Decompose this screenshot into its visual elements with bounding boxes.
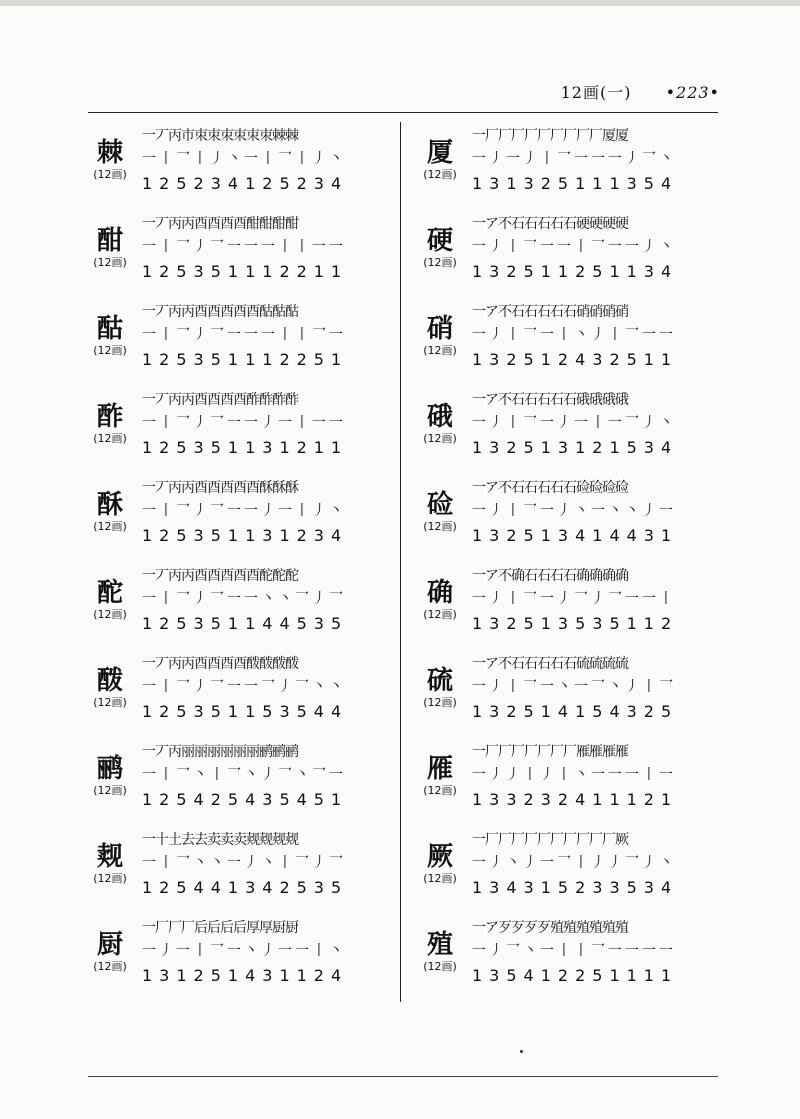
stroke-codes: 125351131234 [142, 526, 349, 545]
footer-rule [88, 1076, 718, 1077]
character-entry [82, 826, 392, 914]
stroke-count-tag: (12画) [93, 168, 127, 181]
stroke-count-tag: (12画) [423, 608, 457, 621]
stroke-codes: 132514154325 [472, 702, 679, 721]
stroke-count-tag: (12画) [93, 784, 127, 797]
stroke-codes: 131325111354 [472, 174, 679, 193]
stroke-shapes: 一丨乛丿乛一一乛丿乛丶丶 [142, 679, 346, 695]
stroke-count-tag: (12画) [423, 520, 457, 533]
stroke-build-sequence: 一ア不石石石石石硫硫硫硫 [472, 656, 628, 672]
print-speck [520, 1050, 523, 1053]
stroke-codes: 135412251111 [472, 966, 679, 985]
character-entry [412, 298, 722, 386]
character-entry [412, 562, 722, 650]
stroke-build-sequence: 一ア歹歹歹歹殖殖殖殖殖殖 [472, 920, 628, 936]
stroke-build-sequence: 一丆丙丙酉酉酉酉酦酦酦酦 [142, 656, 298, 672]
stroke-shapes: 一丿丨乛一丶一乛丶丿丨乛 [472, 679, 676, 695]
stroke-count-tag: (12画) [93, 256, 127, 269]
stroke-shapes: 一丨乛丿乛一一丿一丨一一 [142, 415, 346, 431]
stroke-count-tag: (12画) [93, 344, 127, 357]
character-entry [82, 122, 392, 210]
stroke-codes: 133232411121 [472, 790, 679, 809]
headword: 硬 [426, 226, 453, 256]
stroke-codes: 125441342535 [142, 878, 349, 897]
character-entry [412, 210, 722, 298]
headword: 酣 [96, 226, 123, 256]
scan-edge [0, 0, 800, 6]
stroke-build-sequence: 一丆丙丙酉酉酉酉酉酤酤酤 [142, 304, 298, 320]
stroke-shapes: 一丿丶丿一乛丨丿丿乛丿丶 [472, 855, 676, 871]
headword: 硫 [426, 666, 453, 696]
header-rule [88, 112, 718, 113]
stroke-codes: 125425435451 [142, 790, 349, 809]
section-title: 12画(一) [560, 83, 632, 102]
stroke-build-sequence: 一厂厂厂厂厂厂厂厂厂厂厥 [472, 832, 628, 848]
stroke-codes: 132511251134 [472, 262, 679, 281]
stroke-count-tag: (12画) [423, 256, 457, 269]
stroke-build-sequence: 一厂厂厂后后后后厚厚厨厨 [142, 920, 298, 936]
stroke-codes: 132512432511 [472, 350, 679, 369]
page-number: •223• [665, 83, 720, 102]
stroke-codes: 125234125234 [142, 174, 349, 193]
stroke-shapes: 一丨乛丶丨乛丶丿乛丶乛一 [142, 767, 346, 783]
stroke-codes: 132513414431 [472, 526, 679, 545]
headword: 酥 [96, 490, 123, 520]
stroke-codes: 125351144535 [142, 614, 349, 633]
character-entry [82, 562, 392, 650]
stroke-shapes: 一丿丨乛一一丨乛一一丿丶 [472, 239, 676, 255]
character-entry [82, 210, 392, 298]
headword: 酤 [96, 314, 123, 344]
stroke-shapes: 一丿丨乛一丿丶一丶丶丿一 [472, 503, 676, 519]
headword: 酢 [96, 402, 123, 432]
headword: 鹂 [96, 754, 123, 784]
stroke-shapes: 一丿丨乛一丿一丨一乛丿丶 [472, 415, 676, 431]
headword: 厨 [96, 930, 123, 960]
character-entry [412, 826, 722, 914]
stroke-codes: 131251431124 [142, 966, 349, 985]
character-entry [82, 650, 392, 738]
stroke-shapes: 一丨乛丨丿丶一丨乛丨丿丶 [142, 151, 346, 167]
headword: 厥 [426, 842, 453, 872]
character-entry [82, 914, 392, 1002]
stroke-codes: 132513535112 [472, 614, 679, 633]
stroke-count-tag: (12画) [423, 960, 457, 973]
stroke-build-sequence: 一丆丙丙酉酉酉酉酉酡酡酡 [142, 568, 298, 584]
stroke-count-tag: (12画) [423, 872, 457, 885]
stroke-count-tag: (12画) [93, 696, 127, 709]
stroke-count-tag: (12画) [423, 784, 457, 797]
stroke-count-tag: (12画) [93, 432, 127, 445]
character-entry [412, 386, 722, 474]
stroke-count-tag: (12画) [93, 520, 127, 533]
character-entry [82, 386, 392, 474]
stroke-build-sequence: 一丆丙丙酉酉酉酉酉酥酥酥 [142, 480, 298, 496]
headword: 硪 [426, 402, 453, 432]
character-entry [412, 122, 722, 210]
stroke-shapes: 一丨乛丿乛一一丶丶乛丿乛 [142, 591, 346, 607]
stroke-shapes: 一丨乛丿乛一一丿一丨丿丶 [142, 503, 346, 519]
stroke-count-tag: (12画) [93, 960, 127, 973]
character-entry [412, 738, 722, 826]
stroke-build-sequence: 一丆丙丽丽丽丽丽丽鹂鹂鹂 [142, 744, 298, 760]
headword: 觌 [96, 842, 123, 872]
character-entry [82, 298, 392, 386]
stroke-shapes: 一丿丨乛一丨丶丿丨乛一一 [472, 327, 676, 343]
stroke-build-sequence: 一十土去去卖卖卖觌觌觌觌 [142, 832, 298, 848]
stroke-count-tag: (12画) [423, 696, 457, 709]
stroke-build-sequence: 一丆丙市朿朿朿朿朿朿棘棘 [142, 128, 298, 144]
character-entry [82, 738, 392, 826]
stroke-build-sequence: 一ア不确石石石石确确确确 [472, 568, 628, 584]
headword: 硷 [426, 490, 453, 520]
stroke-build-sequence: 一ア不石石石石石硪硪硪硪 [472, 392, 628, 408]
stroke-codes: 125351112211 [142, 262, 349, 281]
headword: 酡 [96, 578, 123, 608]
stroke-shapes: 一丿乛丶一丨丨乛一一一一 [472, 943, 676, 959]
stroke-shapes: 一丨乛丿乛一一一丨丨一一 [142, 239, 346, 255]
stroke-shapes: 一丿丿丨丿丨丶一一一丨一 [472, 767, 676, 783]
stroke-shapes: 一丿一丨乛一丶丿一一丨丶 [142, 943, 346, 959]
stroke-shapes: 一丿一丿丨乛一一一丿乛丶 [472, 151, 676, 167]
stroke-count-tag: (12画) [423, 432, 457, 445]
headword: 厦 [426, 138, 453, 168]
character-entry [412, 474, 722, 562]
character-entry [412, 650, 722, 738]
stroke-build-sequence: 一厂厂厂厂厂厂厂雁雁雁雁 [472, 744, 628, 760]
headword: 酦 [96, 666, 123, 696]
right-column [412, 122, 722, 1002]
character-entry [412, 914, 722, 1002]
headword: 硝 [426, 314, 453, 344]
stroke-codes: 125351131211 [142, 438, 349, 457]
character-entry [82, 474, 392, 562]
stroke-codes: 134315233534 [472, 878, 679, 897]
page-header [561, 80, 720, 103]
stroke-codes: 125351112251 [142, 350, 349, 369]
headword: 殖 [426, 930, 453, 960]
headword: 雁 [426, 754, 453, 784]
headword: 棘 [96, 138, 123, 168]
left-column [82, 122, 392, 1002]
stroke-build-sequence: 一ア不石石石石石硬硬硬硬 [472, 216, 628, 232]
stroke-count-tag: (12画) [423, 168, 457, 181]
stroke-build-sequence: 一厂厂厂厂厂厂厂厂厂厦厦 [472, 128, 628, 144]
stroke-codes: 132513121534 [472, 438, 679, 457]
stroke-build-sequence: 一丆丙丙酉酉酉酉酣酣酣酣 [142, 216, 298, 232]
stroke-count-tag: (12画) [423, 344, 457, 357]
stroke-shapes: 一丨乛丿乛一一一丨丨乛一 [142, 327, 346, 343]
stroke-build-sequence: 一ア不石石石石石硷硷硷硷 [472, 480, 628, 496]
headword: 确 [426, 578, 453, 608]
stroke-shapes: 一丿丨乛一丿乛丿乛一一丨 [472, 591, 676, 607]
stroke-codes: 125351153544 [142, 702, 349, 721]
stroke-count-tag: (12画) [93, 608, 127, 621]
stroke-shapes: 一丨乛丶丶一丿丶丨乛丿乛 [142, 855, 346, 871]
stroke-count-tag: (12画) [93, 872, 127, 885]
stroke-build-sequence: 一丆丙丙酉酉酉酉酢酢酢酢 [142, 392, 298, 408]
stroke-build-sequence: 一ア不石石石石石硝硝硝硝 [472, 304, 628, 320]
